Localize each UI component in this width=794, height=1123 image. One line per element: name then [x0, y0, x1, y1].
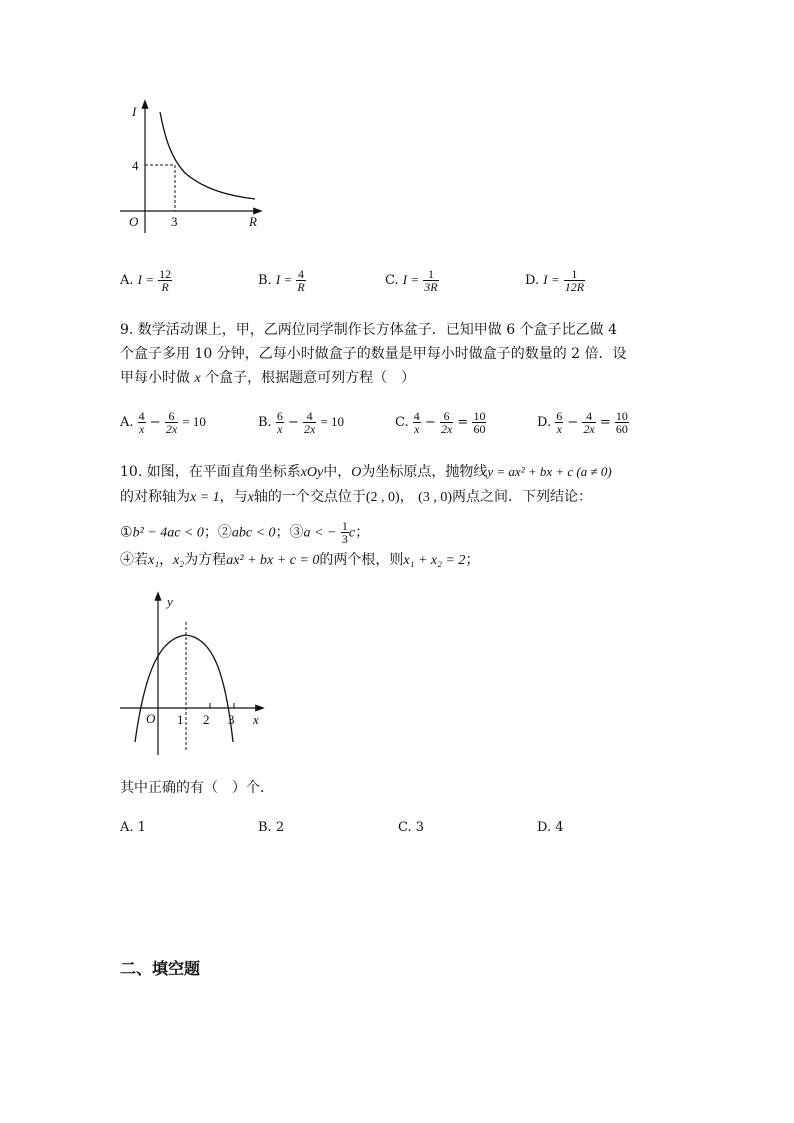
y-tick-label: 4 [132, 158, 139, 173]
q9-line-2: 个盒子多用 10 分钟，乙每小时做盒子的数量是甲每小时做盒子的数量的 2 倍．设 [120, 346, 627, 362]
origin-label: O [129, 214, 139, 229]
section-heading: 二、填空题 [120, 959, 201, 978]
q9-option-a[interactable]: A. $\frac{4}{x}$ − $\frac{6}{2x}$ = 10 [120, 409, 206, 436]
q8-option-d[interactable]: D. I = $\frac{1}{12R}$ [525, 267, 585, 294]
q8-option-b[interactable]: B. I = $\frac{4}{R}$ [258, 267, 305, 294]
origin-label: O [146, 711, 156, 726]
x-tick-label: 3 [171, 214, 178, 229]
q9-line-1: 9. 数学活动课上，甲，乙两位同学制作长方体盆子．已知甲做 6 个盒子比乙做 4 [120, 322, 617, 338]
x-axis-label: R [249, 214, 257, 229]
q10-line-1: 10. 如图，在平面直角坐标系xOy中，O为坐标原点，抛物线y = ax² + bx + c (a ≠ 0) [120, 464, 612, 480]
q10-option-a[interactable]: A. 1 [120, 820, 146, 835]
hyperbola-curve [160, 112, 255, 199]
x-tick-label-2: 2 [203, 712, 210, 727]
inverse-proportion-graph [115, 98, 265, 238]
y-axis-label: y [167, 594, 173, 609]
q10-option-b[interactable]: B. 2 [258, 820, 285, 835]
q10-option-d[interactable]: D. 4 [537, 820, 564, 835]
q10-line-3: ①b² − 4ac < 0；②abc < 0；③a < − $\frac{1}{3}$ c； [120, 519, 370, 546]
q9-line-3: 甲每小时做 x 个盒子，根据题意可列方程（ ） [120, 370, 416, 386]
q8-option-a[interactable]: A. I = $\frac{12}{R}$ [120, 267, 172, 294]
x-tick-label-3: 3 [228, 712, 235, 727]
q9-option-c[interactable]: C. $\frac{4}{x}$ − $\frac{6}{2x}$ = $\frac{10}{60}$ [395, 409, 486, 436]
x-axis-label: x [253, 712, 259, 727]
q9-option-b[interactable]: B. $\frac{6}{x}$ − $\frac{4}{2x}$ = 10 [258, 409, 345, 436]
q9-option-d[interactable]: D. $\frac{6}{x}$ − $\frac{4}{2x}$ = $\frac{10}{60}$ [537, 409, 628, 436]
x-tick-label-1: 1 [177, 712, 184, 727]
q10-line-4: ④若x₁，x₂为方程ax² + bx + c = 0的两个根，则x₁ + x₂ = 2； [120, 552, 480, 568]
y-axis-label: I [132, 104, 137, 119]
q10-line-2: 的对称轴为x = 1，与x轴的一个交点位于(2 , 0)， (3 , 0)两点之间．下列结论： [120, 489, 592, 505]
q8-option-c[interactable]: C. I = $\frac{1}{3R}$ [385, 267, 438, 294]
q10-question-tail: 其中正确的有（ ）个． [120, 780, 274, 796]
q10-option-c[interactable]: C. 3 [398, 820, 425, 835]
parabola-graph [115, 590, 270, 760]
